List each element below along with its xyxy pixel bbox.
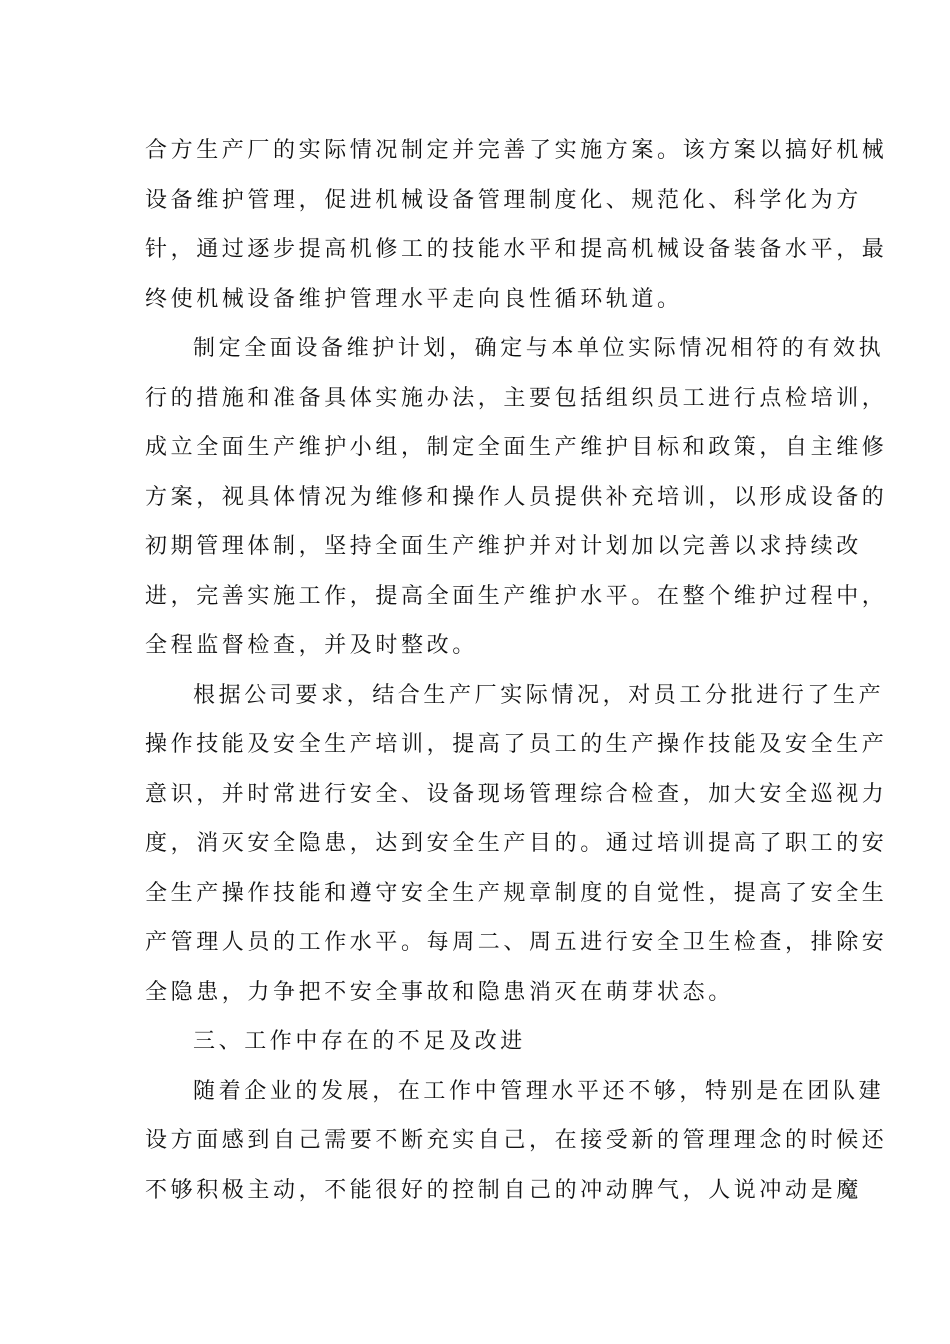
- text-line: 操作技能及安全生产培训，提高了员工的生产操作技能及安全生产: [145, 732, 888, 757]
- text-line: 度，消灭安全隐患，达到安全生产目的。通过培训提高了职工的安: [145, 831, 888, 856]
- text-line: 初期管理体制，坚持全面生产维护并对计划加以完善以求持续改: [145, 534, 862, 559]
- paragraph-first-line: 随着企业的发展，在工作中管理水平还不够，特别是在团队建: [193, 1078, 885, 1104]
- paragraph-first-line: 制定全面设备维护计划，确定与本单位实际情况相符的有效执: [193, 336, 885, 361]
- section-heading: 三、工作中存在的不足及改进: [193, 1029, 526, 1054]
- text-line: 成立全面生产维护小组，制定全面生产维护目标和政策，自主维修: [145, 435, 888, 460]
- text-line: 针，通过逐步提高机修工的技能水平和提高机械设备装备水平，最: [145, 237, 888, 262]
- text-line: 全生产操作技能和遵守安全生产规章制度的自觉性，提高了安全生: [145, 880, 888, 906]
- text-line: 全隐患，力争把不安全事故和隐患消灭在萌芽状态。: [145, 979, 734, 1005]
- text-line: 产管理人员的工作水平。每周二、周五进行安全卫生检查，排除安: [145, 930, 888, 955]
- text-line: 行的措施和准备具体实施办法，主要包括组织员工进行点检培训，: [145, 385, 888, 411]
- text-line: 方案，视具体情况为维修和操作人员提供补充培训，以形成设备的: [145, 484, 888, 510]
- text-line: 设方面感到自己需要不断充实自己，在接受新的管理理念的时候还: [145, 1128, 888, 1153]
- text-line: 合方生产厂的实际情况制定并完善了实施方案。该方案以搞好机械: [145, 138, 888, 163]
- text-line: 意识，并时常进行安全、设备现场管理综合检查，加大安全巡视力: [145, 781, 888, 807]
- document-body: [145, 126, 888, 1215]
- text-line: 进，完善实施工作，提高全面生产维护水平。在整个维护过程中，: [145, 583, 888, 609]
- text-line: 设备维护管理，促进机械设备管理制度化、规范化、科学化为方: [145, 187, 862, 213]
- paragraph-first-line: 根据公司要求，结合生产厂实际情况，对员工分批进行了生产: [193, 682, 885, 708]
- text-line: 不够积极主动，不能很好的控制自己的冲动脾气，人说冲动是魔: [145, 1177, 862, 1203]
- text-line: 全程监督检查，并及时整改。: [145, 633, 478, 658]
- text-line: 终使机械设备维护管理水平走向良性循环轨道。: [145, 286, 683, 312]
